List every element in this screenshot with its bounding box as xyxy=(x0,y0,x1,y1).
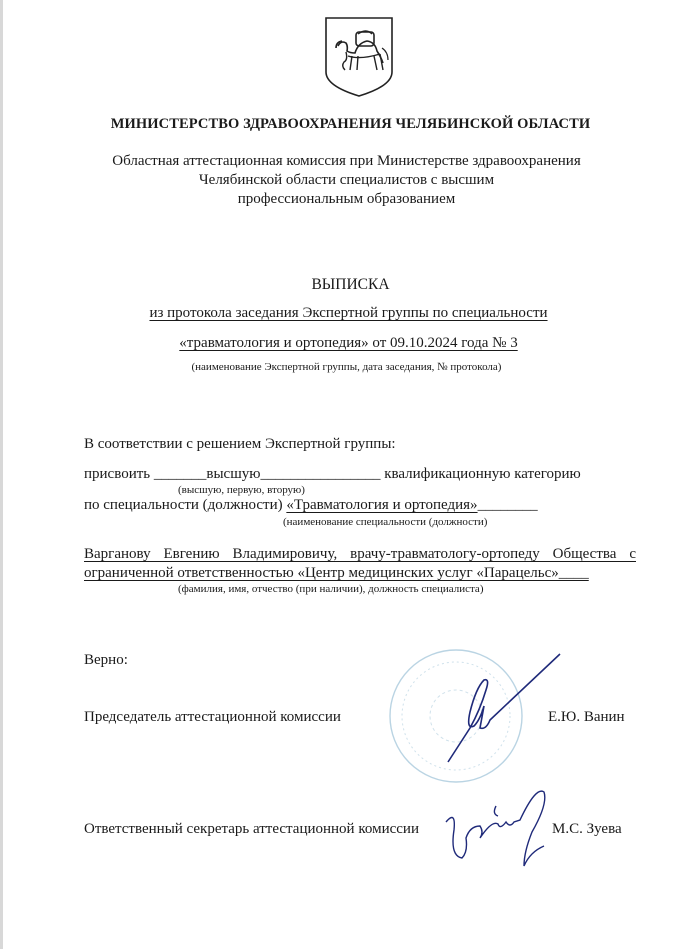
blank: ________________ xyxy=(260,466,381,482)
coat-of-arms-icon xyxy=(322,14,396,98)
commission-line: Областная аттестационная комиссия при Министерстве здравоохранения xyxy=(112,153,581,169)
person-details: Варганову Евгению Владимировичу, врачу-травматологу-ортопеду Общества с ограниченной ответственностью «Центр медицинских услуг «Парацельс»____ xyxy=(84,546,636,581)
category-value: высшую xyxy=(206,466,261,482)
specialty-prefix: по специальности (должности) xyxy=(84,497,283,513)
protocol-subtitle-line: «травматология и ортопедия» от 09.10.2024 года № 3 xyxy=(179,335,518,351)
assign-suffix: квалификационную категорию xyxy=(384,466,581,482)
blank: _______ xyxy=(153,466,207,482)
secretary-signature-icon xyxy=(440,782,560,872)
blank: ________ xyxy=(477,497,538,513)
decision-intro: В соответствии с решением Экспертной группы: xyxy=(84,436,396,452)
commission-line: Челябинской области специалистов с высшим xyxy=(198,172,495,188)
specialty-line xyxy=(84,497,538,514)
chairman-role: Председатель аттестационной комиссии xyxy=(84,709,341,725)
specialty-value: «Травматология и ортопедия» xyxy=(286,497,478,513)
page-edge xyxy=(0,0,3,949)
protocol-caption: (наименование Экспертной группы, дата заседания, № протокола) xyxy=(191,361,502,373)
protocol-subtitle-line: из протокола заседания Экспертной группы по специальности xyxy=(149,305,548,321)
assign-prefix: присвоить xyxy=(84,466,151,482)
commission-name xyxy=(4,152,685,209)
ministry-header: МИНИСТЕРСТВО ЗДРАВООХРАНЕНИЯ ЧЕЛЯБИНСКОЙ ОБЛАСТИ xyxy=(110,116,591,132)
specialty-caption: (наименование специальности (должности) xyxy=(283,516,488,528)
category-caption: (высшую, первую, вторую) xyxy=(178,484,305,496)
secretary-name: М.С. Зуева xyxy=(552,821,622,837)
commission-line: профессиональным образованием xyxy=(237,191,456,207)
assign-category-line xyxy=(84,466,581,483)
document-title: ВЫПИСКА xyxy=(311,276,390,293)
person-caption: (фамилия, имя, отчество (при наличии), должность специалиста) xyxy=(178,583,484,595)
chairman-name: Е.Ю. Ванин xyxy=(548,709,625,725)
verified-label: Верно: xyxy=(84,652,128,668)
secretary-role: Ответственный секретарь аттестационной комиссии xyxy=(84,821,419,837)
